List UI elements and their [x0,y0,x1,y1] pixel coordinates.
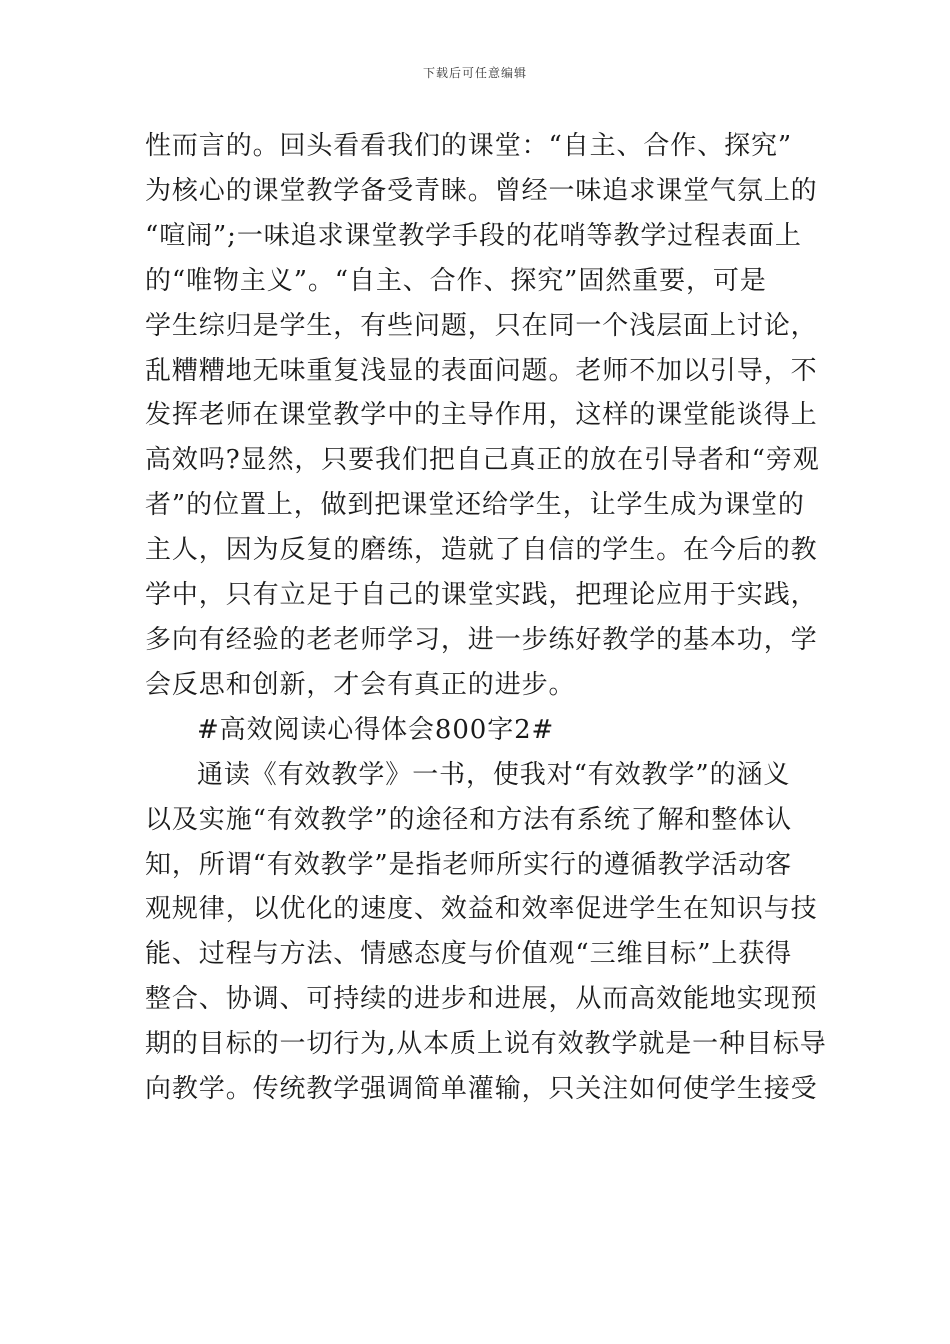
text-line: 主人，因为反复的磨练，造就了自信的学生。在今后的教 [145,535,818,566]
paragraph-start-line: 通读《有效教学》一书，使我对“有效教学”的涵义 [197,759,791,790]
text-line: 期的目标的一切行为,从本质上说有效教学就是一种目标导 [145,1029,827,1060]
text-line: 能、过程与方法、情感态度与价值观“三维目标”上获得 [145,939,793,970]
text-line: 学生综归是学生，有些问题，只在同一个浅层面上讨论， [145,310,818,341]
page-header: 下载后可任意编辑 [422,66,527,80]
text-line: 发挥老师在课堂教学中的主导作用，这样的课堂能谈得上 [145,400,818,431]
text-line: 观规律，以优化的速度、效益和效率促进学生在知识与技 [145,894,818,925]
text-line: “喧闹”;一味追求课堂教学手段的花哨等教学过程表面上 [145,220,802,251]
text-line: 知，所谓“有效教学”是指老师所实行的遵循教学活动客 [145,849,793,880]
text-line: 学中，只有立足于自己的课堂实践，把理论应用于实践， [145,580,818,611]
text-line: 性而言的。回头看看我们的课堂：“自主、合作、探究” [145,131,793,161]
text-line: 整合、协调、可持续的进步和进展，从而高效能地实现预 [145,984,818,1015]
body-text [145,124,827,1112]
text-line: 的“唯物主义”。“自主、合作、探究”固然重要，可是 [145,265,767,296]
text-line: 为核心的课堂教学备受青睐。曾经一味追求课堂气氛上的 [145,175,818,206]
text-line: 会反思和创新，才会有真正的进步。 [145,669,576,700]
section-heading: #高效阅读心得体会800字2# [197,714,555,745]
text-line: 高效吗?显然，只要我们把自己真正的放在引导者和“旁观 [145,445,820,476]
text-line: 以及实施“有效教学”的途径和方法有系统了解和整体认 [145,804,793,835]
text-line: 多向有经验的老老师学习，进一步练好教学的基本功，学 [145,624,818,655]
text-line: 向教学。传统教学强调简单灌输，只关注如何使学生接受 [145,1074,818,1105]
text-line: 者”的位置上，做到把课堂还给学生，让学生成为课堂的 [145,490,805,521]
text-line: 乱糟糟地无味重复浅显的表面问题。老师不加以引导，不 [145,355,818,386]
